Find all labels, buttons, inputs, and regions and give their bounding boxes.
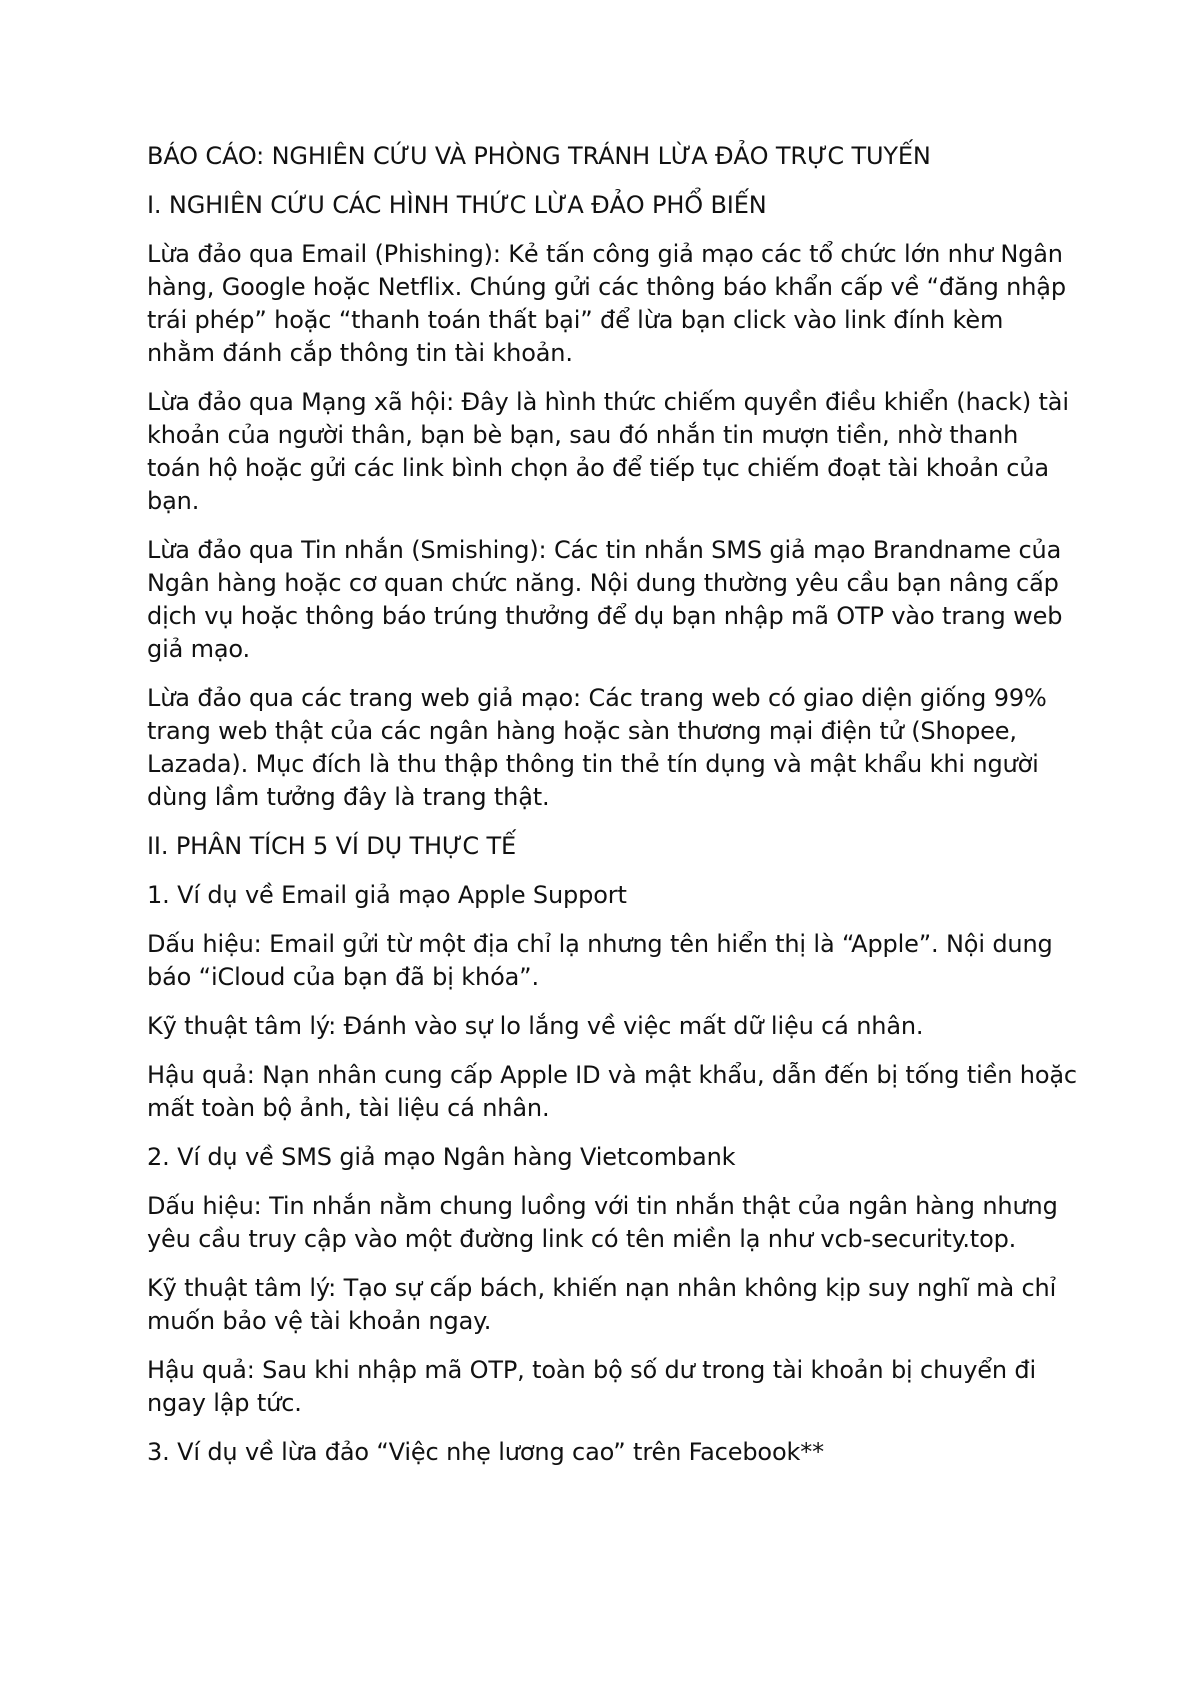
paragraph-email-phishing: Lừa đảo qua Email (Phishing): Kẻ tấn công giả mạo các tổ chức lớn như Ngân hàng, Google hoặc Netflix. Chúng gửi các thông báo khẩn cấp về “đăng nhập trái phép” hoặc “thanh toán thất bại” để lừa bạn click vào link đính kèm nhằm đánh cắp thông tin tài khoản. xyxy=(147,240,1066,367)
example-heading-1: 1. Ví dụ về Email giả mạo Apple Support xyxy=(147,881,627,909)
example-1-technique: Kỹ thuật tâm lý: Đánh vào sự lo lắng về việc mất dữ liệu cá nhân. xyxy=(147,1012,924,1040)
example-heading-3: 3. Ví dụ về lừa đảo “Việc nhẹ lương cao” trên Facebook** xyxy=(147,1438,824,1466)
section-heading-2: II. PHÂN TÍCH 5 VÍ DỤ THỰC TẾ xyxy=(147,832,516,860)
document-title: BÁO CÁO: NGHIÊN CỨU VÀ PHÒNG TRÁNH LỪA ĐẢO TRỰC TUYẾN xyxy=(147,142,931,170)
example-2-sign: Dấu hiệu: Tin nhắn nằm chung luồng với tin nhắn thật của ngân hàng nhưng yêu cầu truy cập vào một đường link có tên miền lạ như vcb-security.top. xyxy=(147,1192,1058,1253)
example-heading-2: 2. Ví dụ về SMS giả mạo Ngân hàng Vietcombank xyxy=(147,1143,736,1171)
example-2-technique: Kỹ thuật tâm lý: Tạo sự cấp bách, khiến nạn nhân không kịp suy nghĩ mà chỉ muốn bảo vệ tài khoản ngay. xyxy=(147,1274,1057,1335)
example-1-sign: Dấu hiệu: Email gửi từ một địa chỉ lạ nhưng tên hiển thị là “Apple”. Nội dung báo “iCloud của bạn đã bị khóa”. xyxy=(147,930,1053,991)
section-heading-1: I. NGHIÊN CỨU CÁC HÌNH THỨC LỪA ĐẢO PHỔ BIẾN xyxy=(147,191,767,219)
paragraph-smishing: Lừa đảo qua Tin nhắn (Smishing): Các tin nhắn SMS giả mạo Brandname của Ngân hàng hoặc cơ quan chức năng. Nội dung thường yêu cầu bạn nâng cấp dịch vụ hoặc thông báo trúng thưởng để dụ bạn nhập mã OTP vào trang web giả mạo. xyxy=(147,536,1063,663)
paragraph-social-network: Lừa đảo qua Mạng xã hội: Đây là hình thức chiếm quyền điều khiển (hack) tài khoản của người thân, bạn bè bạn, sau đó nhắn tin mượn tiền, nhờ thanh toán hộ hoặc gửi các link bình chọn ảo để tiếp tục chiếm đoạt tài khoản của bạn. xyxy=(147,388,1069,515)
example-2-consequence: Hậu quả: Sau khi nhập mã OTP, toàn bộ số dư trong tài khoản bị chuyển đi ngay lập tức. xyxy=(147,1356,1037,1417)
example-1-consequence: Hậu quả: Nạn nhân cung cấp Apple ID và mật khẩu, dẫn đến bị tống tiền hoặc mất toàn bộ ảnh, tài liệu cá nhân. xyxy=(147,1061,1077,1122)
document-body xyxy=(147,140,1077,1485)
paragraph-fake-websites: Lừa đảo qua các trang web giả mạo: Các trang web có giao diện giống 99% trang web thật của các ngân hàng hoặc sàn thương mại điện tử (Shopee, Lazada). Mục đích là thu thập thông tin thẻ tín dụng và mật khẩu khi người dùng lầm tưởng đây là trang thật. xyxy=(147,684,1047,811)
